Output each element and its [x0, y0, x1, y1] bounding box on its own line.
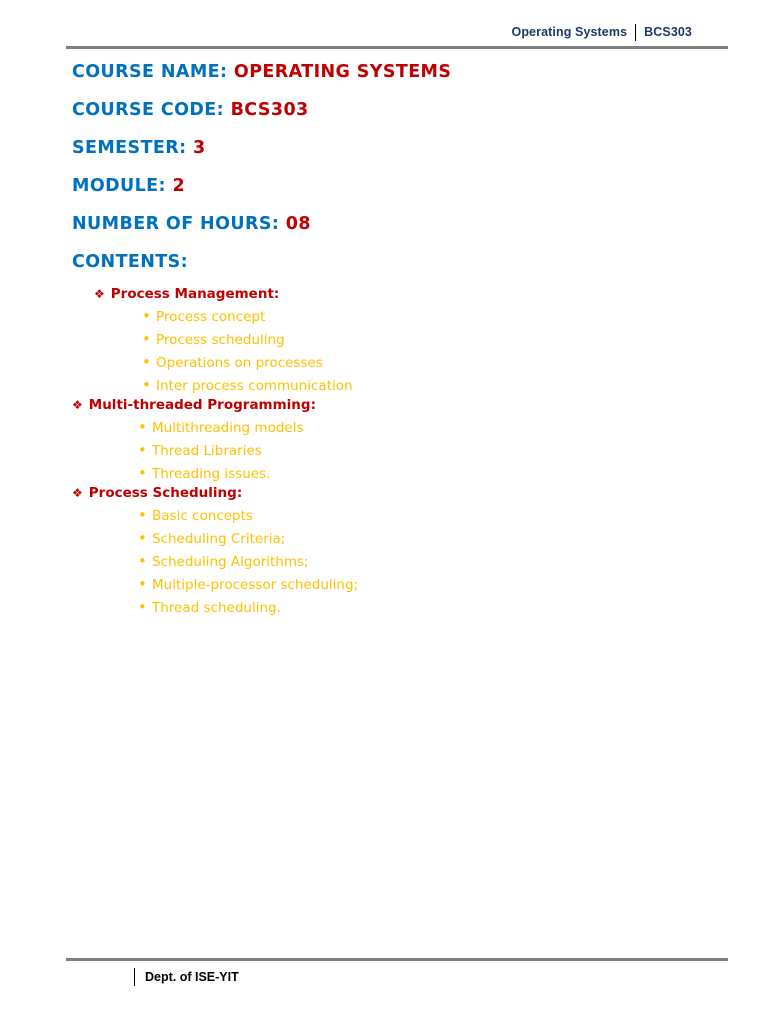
meta-label-course-name: COURSE NAME:	[72, 62, 228, 82]
meta-label-hours: NUMBER OF HOURS:	[72, 214, 280, 234]
list-item	[138, 596, 712, 619]
bullet-dot-icon: •	[138, 575, 147, 593]
list-item	[138, 462, 712, 485]
list-item-label: Scheduling Criteria;	[152, 531, 286, 547]
group-heading	[72, 286, 712, 302]
footer-rule	[66, 958, 728, 961]
meta-value-hours: 08	[285, 214, 311, 234]
list-item	[138, 527, 712, 550]
bullet-dot-icon: •	[138, 529, 147, 547]
group-title: Multi-threaded Programming	[88, 397, 311, 413]
meta-value-module: 2	[172, 176, 186, 196]
group-heading	[72, 397, 712, 413]
list-item-label: Basic concepts	[152, 508, 253, 524]
list-item-label: Multithreading models	[152, 420, 304, 436]
list-item	[142, 374, 712, 397]
list-item	[142, 328, 712, 351]
meta-line-module	[72, 176, 712, 196]
meta-value-course-name: OPERATING SYSTEMS	[233, 62, 452, 82]
list-item	[142, 351, 712, 374]
group-colon: :	[310, 397, 316, 413]
list-item-label: Scheduling Algorithms;	[152, 554, 309, 570]
list-item	[142, 305, 712, 328]
bullet-dot-icon: •	[138, 506, 147, 524]
meta-label-contents: CONTENTS:	[72, 252, 189, 272]
page-footer	[66, 958, 728, 988]
meta-line-course-code	[72, 100, 712, 120]
footer-row	[66, 966, 728, 988]
group-colon: :	[236, 485, 243, 501]
contents-group-process-management	[72, 286, 712, 397]
list-item-label: Operations on processes	[156, 355, 323, 371]
diamond-bullet-icon: ❖	[94, 287, 105, 301]
header-divider	[635, 24, 636, 41]
list-item-label: Process scheduling	[156, 332, 285, 348]
group-items	[72, 305, 712, 397]
diamond-bullet-icon: ❖	[72, 486, 83, 500]
group-title: Process Scheduling	[88, 485, 237, 501]
page-content	[72, 62, 712, 619]
diamond-bullet-icon: ❖	[72, 398, 83, 412]
list-item-label: Process concept	[156, 309, 266, 325]
bullet-dot-icon: •	[138, 552, 147, 570]
bullet-dot-icon: •	[142, 376, 151, 394]
footer-divider	[134, 968, 135, 986]
meta-label-semester: SEMESTER:	[72, 138, 187, 158]
list-item	[138, 504, 712, 527]
list-item	[138, 416, 712, 439]
group-title: Process Management	[110, 286, 274, 302]
header-row	[66, 22, 728, 42]
header-course-code: BCS303	[644, 25, 692, 39]
meta-line-semester	[72, 138, 712, 158]
header-rule	[66, 46, 728, 49]
list-item	[138, 439, 712, 462]
contents-group-multi-threaded-programming	[72, 397, 712, 485]
bullet-dot-icon: •	[138, 464, 147, 482]
footer-department-label: Dept. of ISE-YIT	[145, 969, 239, 984]
group-items	[72, 504, 712, 619]
group-colon: :	[273, 286, 280, 302]
bullet-dot-icon: •	[142, 353, 151, 371]
list-item-label: Multiple-processor scheduling;	[152, 577, 359, 593]
list-item	[138, 573, 712, 596]
meta-label-module: MODULE:	[72, 176, 166, 196]
list-item-label: Inter process communication	[156, 378, 353, 394]
list-item-label: Thread Libraries	[152, 443, 262, 459]
bullet-dot-icon: •	[142, 307, 151, 325]
group-heading	[72, 485, 712, 501]
meta-value-course-code: BCS303	[230, 100, 309, 120]
contents-group-process-scheduling	[72, 485, 712, 619]
meta-line-contents	[72, 252, 712, 272]
meta-line-hours	[72, 214, 712, 234]
list-item-label: Thread scheduling.	[152, 600, 281, 616]
header-course-title: Operating Systems	[511, 25, 628, 39]
contents-list	[72, 286, 712, 619]
meta-label-course-code: COURSE CODE:	[72, 100, 225, 120]
list-item-label: Threading issues.	[152, 466, 271, 482]
meta-line-course-name	[72, 62, 712, 82]
bullet-dot-icon: •	[138, 441, 147, 459]
list-item	[138, 550, 712, 573]
meta-value-semester: 3	[193, 138, 206, 158]
group-items	[72, 416, 712, 485]
bullet-dot-icon: •	[138, 598, 147, 616]
bullet-dot-icon: •	[138, 418, 147, 436]
page-header	[66, 22, 728, 48]
bullet-dot-icon: •	[142, 330, 151, 348]
